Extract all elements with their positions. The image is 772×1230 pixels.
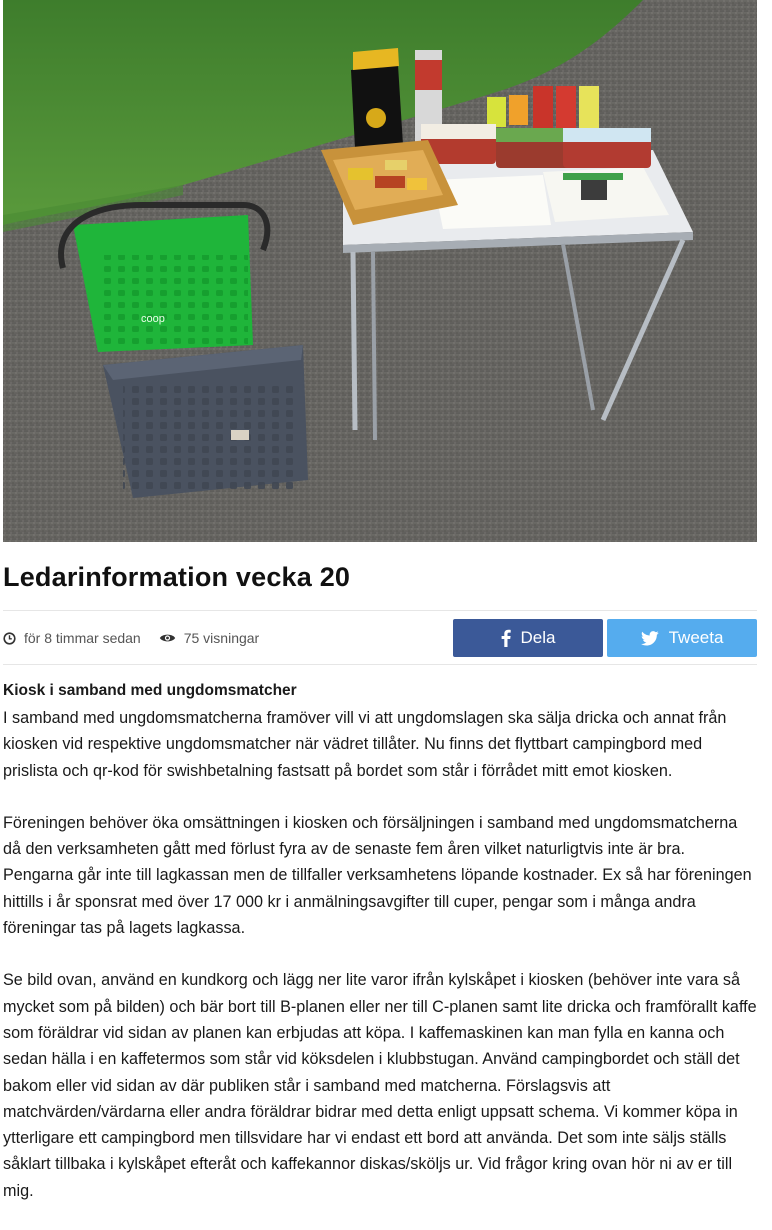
facebook-icon (501, 629, 511, 647)
page-title: Ledarinformation vecka 20 (3, 562, 351, 592)
twitter-icon (641, 631, 659, 646)
view-count-label: 75 visningar (183, 630, 260, 646)
twitter-share-label: Tweeta (668, 628, 724, 647)
clock-icon (3, 632, 16, 645)
view-count (159, 630, 260, 646)
svg-text:coop: coop (141, 313, 165, 325)
article-body (3, 680, 757, 1230)
posted-time (3, 630, 141, 646)
posted-time-label: för 8 timmar sedan (24, 630, 141, 646)
article-photo (3, 0, 757, 542)
section-heading: Kiosk i samband med ungdomsmatcher (3, 682, 297, 699)
paragraph: Föreningen behöver öka omsättningen i kiosken och försäljningen i samband med ungdomsmatcherna då den verksamheten gått med förlust fyra av de senaste fem åren vilket naturligtvis inte är bra. Pengarna går inte till lagkassan men de tillfaller verksamhetens löpande kostnader. Ex så har föreningen hittills i år sponsrat med över 17 000 kr i anmälningsavgifter till cuper, pengar som i många andra föreningar tas på lagets lagkassa. (3, 813, 752, 938)
paragraph: Se bild ovan, använd en kundkorg och lägg ner lite varor ifrån kylskåpet i kiosken (behöver inte vara så mycket som på bilden) och bär bort till B-planen eller ner till C-planen samt lite dricka och framförallt kaffe som föräldrar vid sidan av planen kan erbjudas att köpa. I kaffemaskinen kan man fylla en kanna och sedan hälla i en kaffetermos som står vid köksdelen i klubbstugan. Använd campingbordet och ställ det bakom eller vid sidan av där publiken står i samband med matcherna. Förslagsvis att matchvärden/värdarna eller andra föräldrar bidrar med detta enligt uppsatt schema. Vi kommer köpa in ytterligare ett campingbord men tillsvidare har vi endast ett bord att använda. Det som inte säljs ställs såklart tillbaka i kylskåpet efteråt och kaffekannor diskas/sköljs ur. Vid frågor kring ovan hör ni av er till mig. (3, 971, 757, 1200)
article (3, 0, 757, 1200)
article-meta (3, 627, 277, 649)
eye-icon (159, 632, 176, 644)
paragraph: I samband med ungdomsmatcherna framöver vill vi att ungdomslagen ska sälja dricka och annat från kiosken vid respektive ungdomsmatcher när vädret tillåter. Nu finns det flyttbart campingbord med prislista och qr-kod för swishbetalning fastsatt på bordet som står i förrådet mitt emot kiosken. (3, 709, 727, 780)
divider (3, 610, 757, 611)
twitter-share-button[interactable] (607, 619, 757, 657)
facebook-share-label: Dela (520, 628, 556, 647)
facebook-share-button[interactable] (453, 619, 603, 657)
divider (3, 664, 757, 665)
